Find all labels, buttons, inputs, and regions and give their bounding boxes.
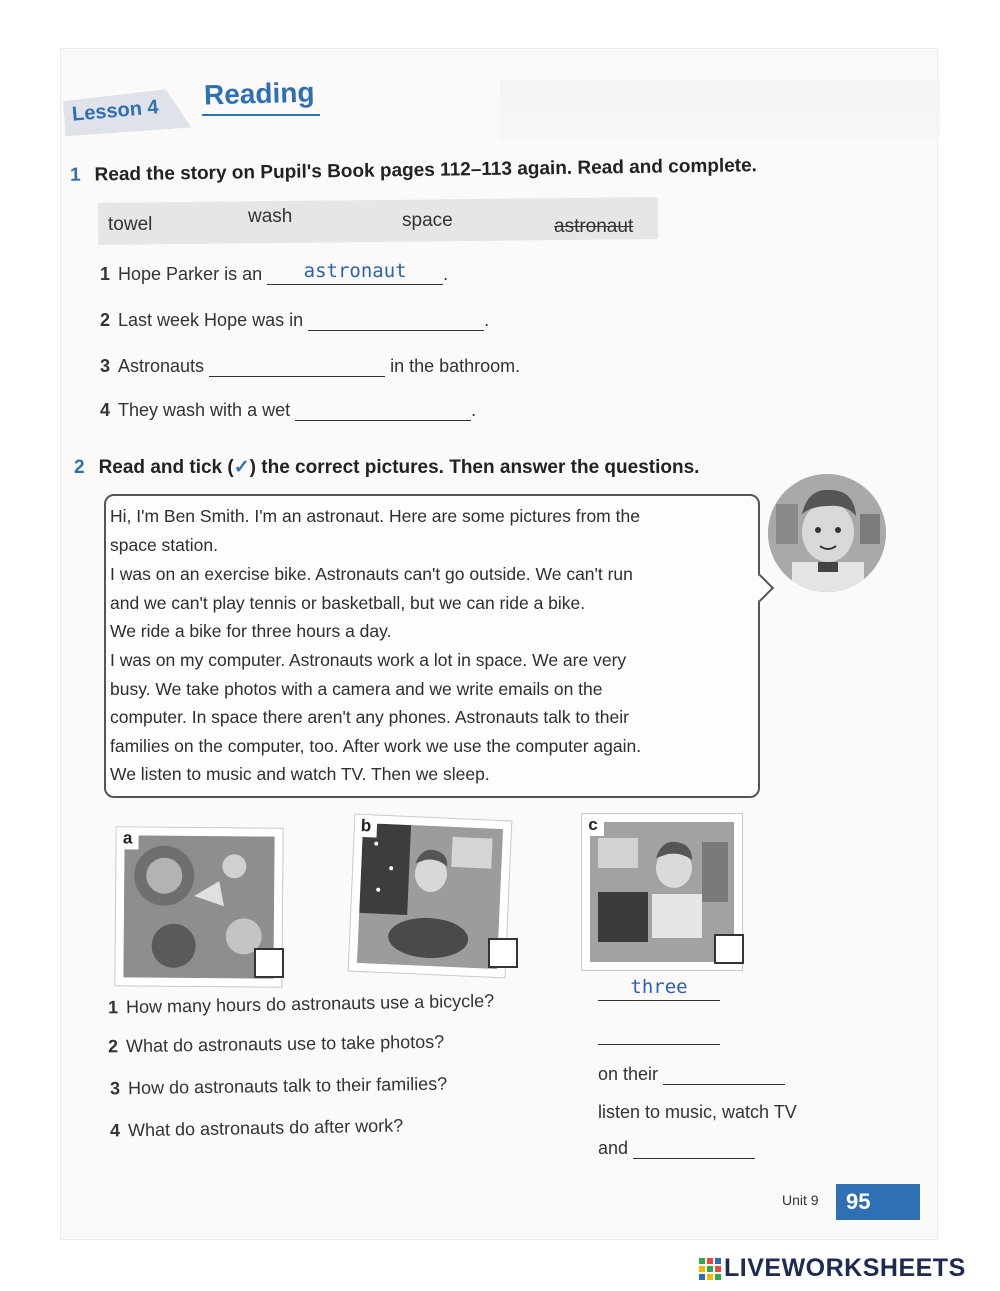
answer-field-3[interactable] bbox=[209, 356, 385, 377]
answer-field-q1[interactable]: three bbox=[598, 980, 720, 1001]
astronaut-bike-icon bbox=[357, 823, 503, 969]
answer-4: and bbox=[598, 1138, 755, 1159]
answer-field-q2[interactable] bbox=[598, 1024, 720, 1045]
ex1-item-4: 4 They wash with a wet . bbox=[100, 400, 477, 420]
story-paragraph-3: I was on my computer. Astronauts work a lot in space. We are very busy. We take photos with a camera and we write emails on the computer. In space there aren't any phones. Astronauts talk to their families on the computer, too. After work we use the computer again. We listen to music and watch TV. Then we sleep. bbox=[110, 650, 642, 784]
ex1-item-3: 3 Astronauts in the bathroom. bbox=[100, 356, 521, 376]
answer-field-2[interactable] bbox=[308, 310, 484, 331]
picture-label-b: b bbox=[355, 815, 378, 838]
question-2: 2 What do astronauts use to take photos? bbox=[107, 1031, 445, 1057]
title-underline bbox=[202, 114, 320, 116]
story-paragraph-1: Hi, I'm Ben Smith. I'm an astronaut. Here are some pictures from the space station. bbox=[110, 506, 640, 555]
astronaut-face-icon bbox=[768, 474, 886, 592]
tick-mark-icon: ✓ bbox=[233, 457, 250, 478]
answer-3: on their bbox=[598, 1064, 785, 1085]
question-4: 4 What do astronauts do after work? bbox=[109, 1115, 404, 1141]
lesson-label: Lesson 4 bbox=[71, 96, 160, 126]
ex1-number: 1 bbox=[69, 164, 81, 186]
question-1: 1 How many hours do astronauts use a bicycle? bbox=[107, 990, 495, 1018]
liveworksheets-logo-icon bbox=[699, 1258, 721, 1280]
answer-2 bbox=[598, 1024, 720, 1045]
tick-box-c[interactable] bbox=[714, 934, 744, 964]
astronaut-computer-icon bbox=[590, 822, 734, 962]
answer-1 bbox=[598, 976, 720, 1001]
picture-label-a: a bbox=[117, 827, 139, 849]
word-towel: towel bbox=[108, 214, 153, 235]
picture-b bbox=[349, 815, 512, 978]
answer-field-1[interactable]: astronaut bbox=[267, 264, 443, 285]
tick-box-b[interactable] bbox=[488, 938, 518, 968]
ex1-item-2: 2 Last week Hope was in . bbox=[100, 310, 490, 330]
astronaut-avatar bbox=[768, 474, 886, 592]
answer-field-q4[interactable] bbox=[633, 1138, 755, 1159]
answer-4-prefix: listen to music, watch TV bbox=[598, 1102, 797, 1122]
ex2-instruction: 2 Read and tick (✓) the correct pictures. Then answer the questions. bbox=[74, 457, 700, 478]
page-title: Reading bbox=[203, 76, 315, 111]
question-3: 3 How do astronauts talk to their families? bbox=[109, 1073, 448, 1099]
ex1-instruction-text: Read the story on Pupil's Book pages 112–113 again. Read and complete. bbox=[94, 155, 758, 186]
answer-field-4[interactable] bbox=[295, 400, 471, 421]
ex2-number: 2 bbox=[74, 457, 85, 478]
word-space: space bbox=[402, 210, 453, 231]
unit-label: Unit 9 bbox=[782, 1192, 819, 1208]
story-paragraph-2: I was on an exercise bike. Astronauts can't go outside. We can't run and we can't play tennis or basketball, but we can ride a bike. We ride a bike for three hours a day. bbox=[110, 564, 633, 641]
answer-field-q3[interactable] bbox=[663, 1064, 785, 1085]
bleed-through-shadow bbox=[500, 80, 940, 140]
page-number: 95 bbox=[836, 1184, 920, 1220]
astronaut-floating-icon bbox=[123, 835, 274, 978]
tick-box-a[interactable] bbox=[254, 948, 284, 978]
word-astronaut-struck: astronaut bbox=[554, 216, 634, 237]
word-wash: wash bbox=[248, 206, 293, 227]
ex1-item-1: 1 Hope Parker is an astronaut . bbox=[100, 260, 449, 284]
brand-name: LIVEWORKSHEETS bbox=[724, 1254, 966, 1282]
picture-label-c: c bbox=[582, 814, 604, 836]
